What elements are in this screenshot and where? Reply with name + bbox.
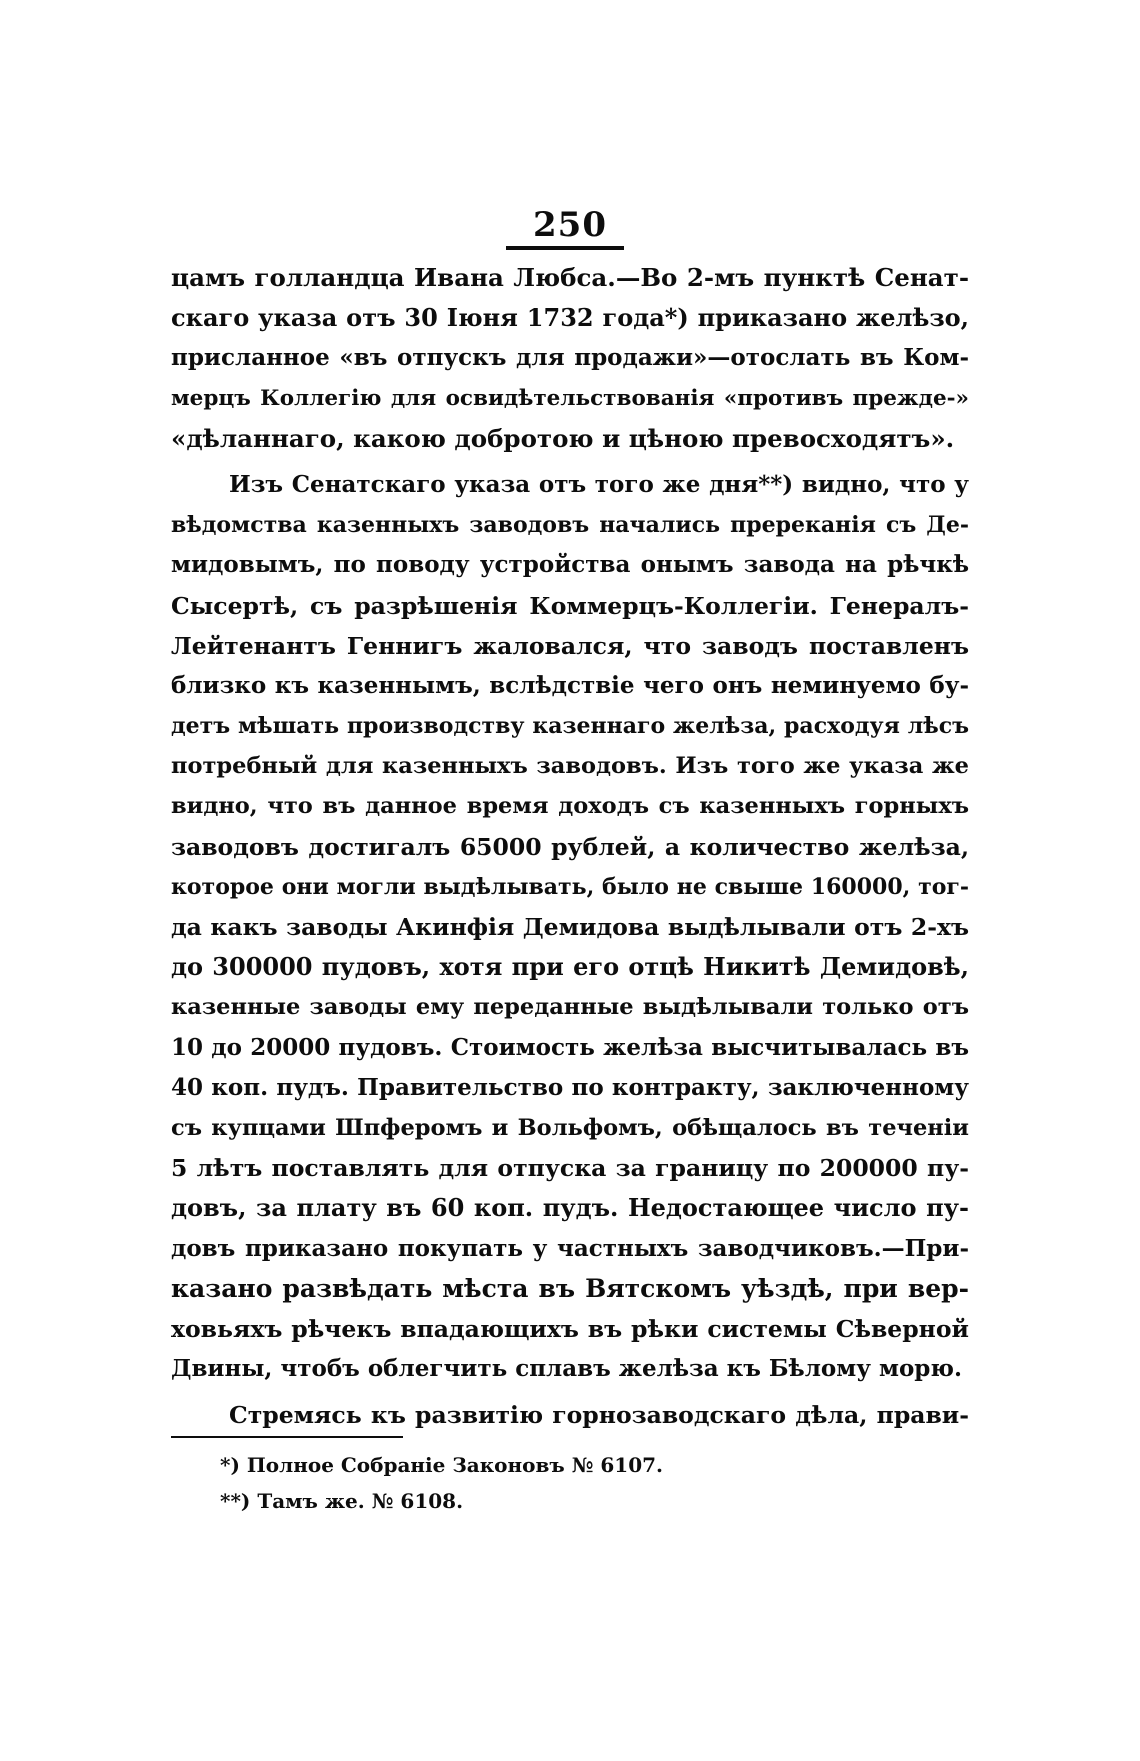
body-line: Лейтенантъ Геннигъ жаловался, что заводъ поставленъ	[171, 631, 969, 660]
body-line: детъ мѣшать производству казеннаго желѣза, расходуя лѣсъ	[171, 713, 969, 740]
body-line: «дѣланнаго, какою добротою и цѣною превосходятъ».	[171, 423, 955, 453]
body-line: 5 лѣтъ поставлять для отпуска за границу по 200000 пу-	[171, 1154, 969, 1183]
body-line: присланное «въ отпускъ для продажи»—отослать въ Ком-	[171, 344, 969, 372]
body-line: видно, что въ данное время доходъ съ казенныхъ горныхъ	[171, 793, 969, 820]
footnote: **) Тамъ же. № 6108.	[220, 1489, 464, 1513]
footnotes	[220, 1447, 920, 1519]
body-line: заводовъ достигалъ 65000 рублей, а количество желѣза,	[171, 832, 969, 861]
body-line: 40 коп. пудъ. Правительство по контракту, заключенному	[171, 1073, 969, 1101]
footnote-rule	[171, 1436, 403, 1438]
body-line: потребный для казенныхъ заводовъ. Изъ того же указа же	[171, 753, 969, 780]
body-line: вѣдомства казенныхъ заводовъ начались пререканія съ Де-	[171, 512, 969, 539]
body-line: довъ приказано покупать у частныхъ заводчиковъ.—При-	[171, 1234, 969, 1262]
page-number: 250	[533, 205, 607, 245]
body-text	[171, 258, 969, 1435]
body-line: казано развѣдать мѣста въ Вятскомъ уѣздѣ, при вер-	[171, 1273, 969, 1303]
footnote: *) Полное Собраніе Законовъ № 6107.	[220, 1453, 664, 1477]
body-line: скаго указа отъ 30 Іюня 1732 года*) приказано желѣзо,	[171, 303, 969, 333]
body-line: цамъ голландца Ивана Любса.—Во 2-мъ пунктѣ Сенат-	[171, 263, 969, 292]
body-line: съ купцами Шпферомъ и Вольфомъ, обѣщалось въ теченіи	[171, 1114, 969, 1141]
page-number-rule	[506, 246, 624, 250]
body-line: Двины, чтобъ облегчить сплавъ желѣза къ Бѣлому морю.	[171, 1355, 962, 1383]
body-line: Сысертѣ, съ разрѣшенія Коммерцъ-Коллегіи. Генералъ-	[171, 591, 969, 620]
body-line: ховьяхъ рѣчекъ впадающихъ въ рѣки системы Сѣверной	[171, 1314, 969, 1343]
body-line: 10 до 20000 пудовъ. Стоимость желѣза высчитывалась въ	[171, 1033, 969, 1061]
body-line: довъ, за плату въ 60 коп. пудъ. Недостающее число пу-	[171, 1193, 969, 1223]
body-line: Изъ Сенатскаго указа отъ того же дня**) видно, что у	[229, 470, 969, 498]
body-line: да какъ заводы Акинфія Демидова выдѣлывали отъ 2-хъ	[171, 913, 969, 941]
body-line: до 300000 пудовъ, хотя при его отцѣ Никитѣ Демидовѣ,	[171, 952, 969, 982]
body-line: близко къ казеннымъ, вслѣдствіе чего онъ неминуемо бу-	[171, 671, 969, 699]
body-line: мидовымъ, по поводу устройства онымъ завода на рѣчкѣ	[171, 551, 969, 579]
body-line: которое они могли выдѣлывать, было не свыше 160000, тог-	[171, 873, 969, 900]
body-line: мерцъ Коллегію для освидѣтельствованія «противъ прежде-»	[171, 385, 969, 411]
body-line: Стремясь къ развитію горнозаводскаго дѣла, прави-	[229, 1401, 969, 1430]
body-line: казенные заводы ему переданные выдѣлывали только отъ	[171, 994, 969, 1021]
